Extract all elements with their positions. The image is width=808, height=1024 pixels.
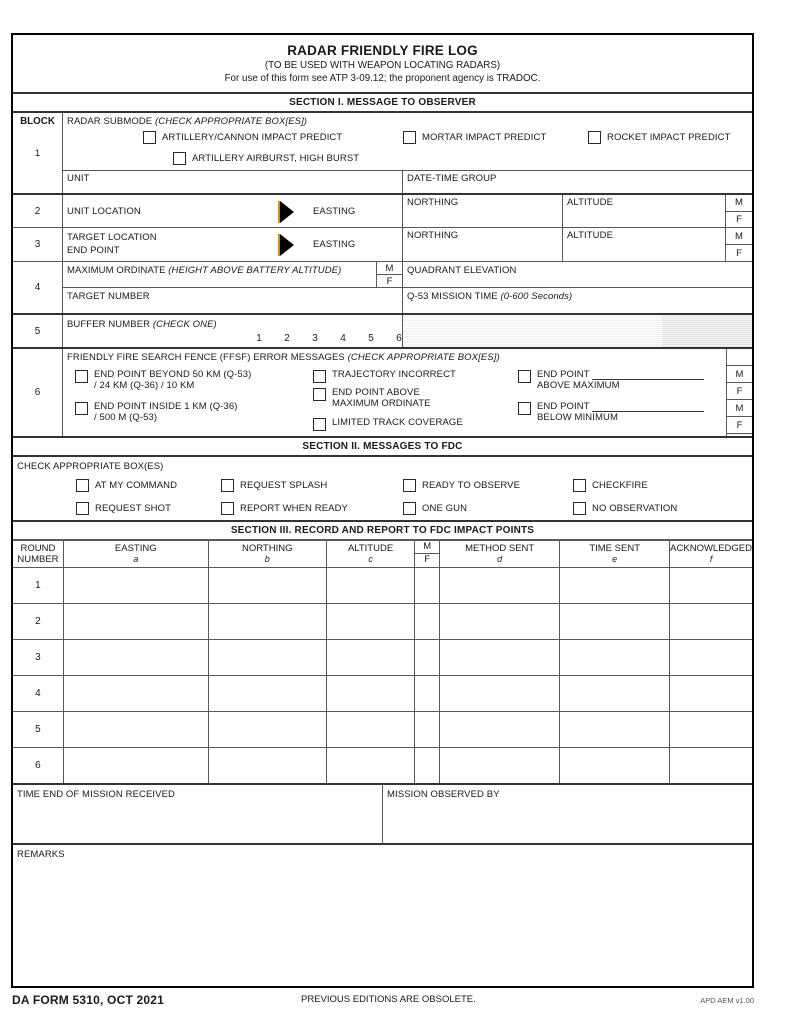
checkbox-icon[interactable] bbox=[518, 370, 531, 383]
header-meters[interactable]: M bbox=[415, 541, 439, 554]
buffer-option-6[interactable]: 6 bbox=[396, 333, 402, 344]
checkbox-icon[interactable] bbox=[573, 479, 586, 492]
block-6-units-column[interactable] bbox=[726, 349, 752, 436]
table-row bbox=[13, 676, 752, 712]
northing-cell[interactable] bbox=[208, 676, 326, 712]
end-point-text: END POINT bbox=[537, 369, 590, 380]
round-number-cell: 6 bbox=[13, 748, 63, 785]
buffer-number-options[interactable] bbox=[245, 333, 413, 344]
buffer-option-1[interactable]: 1 bbox=[256, 333, 262, 344]
column-header-easting bbox=[63, 541, 208, 568]
buffer-number-field[interactable] bbox=[63, 315, 403, 347]
date-time-group-field[interactable] bbox=[403, 171, 752, 193]
easting-cell[interactable] bbox=[63, 748, 208, 785]
target-altitude-units[interactable] bbox=[726, 228, 752, 261]
checkbox-mortar-impact[interactable] bbox=[403, 131, 546, 144]
title-subtitle-2: For use of this form see ATP 3-09.12; the proponent agency is TRADOC. bbox=[224, 73, 541, 84]
block-1-submode-area bbox=[63, 113, 752, 171]
block-1-number-cell bbox=[13, 113, 63, 193]
checkbox-label-line2: MAXIMUM ORDINATE bbox=[332, 398, 431, 409]
checkbox-end-point-above-max-ordinate[interactable] bbox=[313, 387, 431, 409]
checkbox-artillery-cannon-impact[interactable] bbox=[143, 131, 342, 144]
altitude-label: ALTITUDE bbox=[567, 197, 614, 208]
easting-cell[interactable] bbox=[63, 640, 208, 676]
northing-cell[interactable] bbox=[208, 712, 326, 748]
table-row bbox=[13, 604, 752, 640]
checkbox-at-my-command[interactable] bbox=[76, 479, 177, 492]
ffsf-label bbox=[63, 349, 726, 363]
easting-label: EASTING bbox=[313, 239, 356, 250]
unit-northing-field[interactable] bbox=[403, 195, 563, 227]
checkbox-end-point-inside[interactable] bbox=[75, 401, 238, 423]
checkbox-label: TRAJECTORY INCORRECT bbox=[332, 369, 456, 380]
acknowledged-cell[interactable] bbox=[670, 604, 752, 640]
section-1-header: SECTION I. MESSAGE TO OBSERVER bbox=[13, 94, 752, 113]
unit-feet-option[interactable]: F bbox=[736, 213, 742, 225]
page-title: RADAR FRIENDLY FIRE LOG bbox=[287, 43, 478, 58]
checkbox-label-line1 bbox=[537, 401, 704, 412]
above-max-feet-option[interactable]: F bbox=[727, 383, 752, 400]
checkbox-request-shot[interactable] bbox=[76, 502, 171, 515]
unit-location-label: UNIT LOCATION bbox=[67, 206, 141, 217]
title-subtitle-1: (TO BE USED WITH WEAPON LOCATING RADARS) bbox=[264, 60, 501, 71]
block-4-row bbox=[13, 261, 752, 313]
block-1-number: 1 bbox=[34, 147, 41, 159]
max-ordinate-units[interactable] bbox=[377, 262, 403, 287]
altitude-label: ALTITUDE bbox=[567, 230, 614, 241]
mission-time-label bbox=[403, 288, 752, 302]
block-3-row bbox=[13, 227, 752, 261]
ffsf-text: FRIENDLY FIRE SEARCH FENCE (FFSF) ERROR MESSAGES bbox=[67, 352, 345, 363]
unit-altitude-field[interactable] bbox=[563, 195, 726, 227]
header-sub: f bbox=[709, 554, 713, 564]
header-sub: e bbox=[612, 554, 618, 564]
column-header-northing bbox=[208, 541, 326, 568]
end-point-label: END POINT bbox=[67, 245, 120, 256]
checkbox-icon[interactable] bbox=[76, 502, 89, 515]
checkbox-one-gun[interactable] bbox=[403, 502, 467, 515]
time-sent-cell[interactable] bbox=[560, 640, 670, 676]
section-2-body bbox=[13, 457, 752, 520]
checkbox-label: NO OBSERVATION bbox=[592, 503, 678, 514]
checkbox-icon[interactable] bbox=[403, 479, 416, 492]
end-point-text: END POINT bbox=[537, 401, 590, 412]
end-point-value-line[interactable] bbox=[592, 370, 704, 380]
block-6-row bbox=[13, 347, 752, 436]
quadrant-elevation-label: QUADRANT ELEVATION bbox=[407, 265, 517, 276]
check-appropriate-label: CHECK APPROPRIATE BOX(ES) bbox=[17, 461, 164, 472]
method-sent-cell[interactable] bbox=[440, 568, 560, 604]
header-line1: NORTHING bbox=[241, 543, 293, 554]
checkbox-artillery-airburst[interactable] bbox=[173, 152, 359, 165]
mission-time-field[interactable] bbox=[403, 288, 752, 313]
table-row bbox=[13, 568, 752, 604]
units-cell[interactable] bbox=[415, 748, 440, 785]
checkbox-label-line1 bbox=[537, 369, 704, 380]
checkbox-rocket-impact[interactable] bbox=[588, 131, 731, 144]
header-feet[interactable]: F bbox=[424, 554, 431, 565]
time-sent-cell[interactable] bbox=[560, 568, 670, 604]
ordinate-feet-option[interactable]: F bbox=[386, 275, 393, 287]
block-4-number: 4 bbox=[13, 262, 63, 313]
header-line1: METHOD SENT bbox=[465, 543, 535, 554]
block-3-number: 3 bbox=[13, 228, 63, 261]
checkbox-icon[interactable] bbox=[573, 502, 586, 515]
mission-observed-by-field[interactable] bbox=[383, 785, 752, 843]
units-cell[interactable] bbox=[415, 640, 440, 676]
checkbox-icon[interactable] bbox=[173, 152, 186, 165]
checkbox-icon[interactable] bbox=[221, 502, 234, 515]
arrow-right-icon bbox=[278, 201, 294, 223]
checkbox-label: REPORT WHEN READY bbox=[240, 503, 348, 514]
block-6-number: 6 bbox=[13, 349, 63, 436]
checkbox-label-line1: END POINT INSIDE 1 KM (Q-36) bbox=[94, 401, 238, 412]
block-2-number: 2 bbox=[13, 195, 63, 227]
method-sent-cell[interactable] bbox=[440, 676, 560, 712]
buffer-shaded-area-dark bbox=[662, 315, 752, 347]
buffer-shaded-area bbox=[403, 315, 662, 347]
unit-dtg-row bbox=[63, 171, 752, 193]
checkbox-label: REQUEST SPLASH bbox=[240, 480, 328, 491]
time-sent-cell[interactable] bbox=[560, 748, 670, 785]
remarks-label: REMARKS bbox=[17, 849, 65, 860]
target-location-label: TARGET LOCATION bbox=[67, 232, 157, 243]
unit-field[interactable] bbox=[63, 171, 403, 193]
ffsf-hint: (CHECK APPROPRIATE BOX[ES]) bbox=[347, 352, 500, 363]
easting-cell[interactable] bbox=[63, 676, 208, 712]
ordinate-meters-option[interactable]: M bbox=[377, 262, 402, 275]
block-1-row bbox=[13, 113, 752, 193]
previous-editions-note: PREVIOUS EDITIONS ARE OBSOLETE. bbox=[301, 994, 476, 1005]
checkbox-label: AT MY COMMAND bbox=[95, 480, 178, 491]
checkbox-icon[interactable] bbox=[143, 131, 156, 144]
checkbox-label-line2: / 500 M (Q-53) bbox=[94, 412, 158, 423]
unit-meters-option[interactable]: M bbox=[726, 195, 752, 212]
checkbox-report-when-ready[interactable] bbox=[221, 502, 348, 515]
column-header-acknowledged bbox=[670, 541, 752, 568]
block-5-row bbox=[13, 313, 752, 347]
round-number-cell: 5 bbox=[13, 712, 63, 748]
remarks-field[interactable] bbox=[13, 843, 752, 937]
unit-label: UNIT bbox=[67, 173, 90, 184]
checkbox-icon[interactable] bbox=[403, 502, 416, 515]
acknowledged-cell[interactable] bbox=[670, 676, 752, 712]
table-row bbox=[13, 748, 752, 785]
checkbox-label: MORTAR IMPACT PREDICT bbox=[422, 132, 547, 143]
acknowledged-cell[interactable] bbox=[670, 712, 752, 748]
radar-submode-label bbox=[63, 113, 752, 127]
date-time-group-label: DATE-TIME GROUP bbox=[407, 173, 497, 184]
header-line1: TIME SENT bbox=[589, 543, 640, 554]
column-header-time-sent bbox=[560, 541, 670, 568]
header-sub: d bbox=[497, 554, 503, 564]
checkbox-icon[interactable] bbox=[221, 479, 234, 492]
units-cell[interactable] bbox=[415, 676, 440, 712]
mission-time-hint: (0-600 Seconds) bbox=[500, 291, 573, 302]
checkbox-icon[interactable] bbox=[403, 131, 416, 144]
checkbox-icon[interactable] bbox=[75, 370, 88, 383]
form-body bbox=[11, 33, 754, 988]
checkbox-end-point-above-maximum[interactable] bbox=[518, 369, 704, 391]
easting-cell[interactable] bbox=[63, 712, 208, 748]
time-sent-cell[interactable] bbox=[560, 604, 670, 640]
submode-text: RADAR SUBMODE bbox=[67, 116, 153, 127]
above-max-meters-option[interactable]: M bbox=[727, 365, 752, 383]
checkbox-label: READY TO OBSERVE bbox=[422, 480, 521, 491]
end-point-value-line[interactable] bbox=[592, 402, 704, 412]
header-sub: b bbox=[264, 554, 270, 564]
easting-label: EASTING bbox=[313, 206, 356, 217]
max-ordinate-label bbox=[63, 262, 376, 276]
target-northing-field[interactable] bbox=[403, 228, 563, 261]
northing-label: NORTHING bbox=[407, 197, 459, 208]
checkbox-label: ONE GUN bbox=[422, 503, 468, 514]
method-sent-cell[interactable] bbox=[440, 712, 560, 748]
column-header-round-number bbox=[13, 541, 63, 568]
easting-cell[interactable] bbox=[63, 604, 208, 640]
round-number-cell: 3 bbox=[13, 640, 63, 676]
method-sent-cell[interactable] bbox=[440, 604, 560, 640]
checkbox-label: ROCKET IMPACT PREDICT bbox=[607, 132, 731, 143]
column-header-method-sent bbox=[440, 541, 560, 568]
checkbox-icon[interactable] bbox=[313, 388, 326, 401]
checkbox-label-line1: END POINT BEYOND 50 KM (Q-53) bbox=[94, 369, 252, 380]
altitude-cell[interactable] bbox=[326, 748, 414, 785]
section-3-header: SECTION III. RECORD AND REPORT TO FDC IMPACT POINTS bbox=[13, 520, 752, 540]
time-sent-cell[interactable] bbox=[560, 712, 670, 748]
max-ordinate-field[interactable] bbox=[63, 262, 377, 287]
units-cell[interactable] bbox=[415, 712, 440, 748]
units-cell[interactable] bbox=[415, 604, 440, 640]
below-min-feet-option[interactable]: F bbox=[727, 417, 752, 434]
checkbox-no-observation[interactable] bbox=[573, 502, 677, 515]
northing-cell[interactable] bbox=[208, 640, 326, 676]
buffer-number-hint: (CHECK ONE) bbox=[152, 319, 217, 330]
method-sent-cell[interactable] bbox=[440, 748, 560, 785]
target-number-label: TARGET NUMBER bbox=[67, 291, 150, 302]
column-header-units[interactable] bbox=[415, 541, 440, 568]
altitude-cell[interactable] bbox=[326, 604, 414, 640]
mission-observed-by-label: MISSION OBSERVED BY bbox=[387, 789, 500, 800]
checkbox-request-splash[interactable] bbox=[221, 479, 327, 492]
time-end-of-mission-field[interactable] bbox=[13, 785, 383, 843]
checkbox-icon[interactable] bbox=[518, 402, 531, 415]
easting-cell[interactable] bbox=[63, 568, 208, 604]
round-number-cell: 2 bbox=[13, 604, 63, 640]
target-location-field[interactable] bbox=[63, 228, 403, 261]
checkbox-icon[interactable] bbox=[75, 402, 88, 415]
checkbox-label: CHECKFIRE bbox=[592, 480, 648, 491]
time-end-label: TIME END OF MISSION RECEIVED bbox=[17, 789, 175, 800]
max-ordinate-text: MAXIMUM ORDINATE bbox=[67, 265, 166, 276]
max-ordinate-row bbox=[63, 262, 752, 288]
table-row bbox=[13, 712, 752, 748]
header-line1: EASTING bbox=[114, 543, 157, 554]
checkbox-label: REQUEST SHOT bbox=[95, 503, 171, 514]
quadrant-elevation-field[interactable] bbox=[403, 262, 752, 287]
checkbox-label: LIMITED TRACK COVERAGE bbox=[332, 417, 463, 428]
submode-hint: (CHECK APPROPRIATE BOX[ES]) bbox=[154, 116, 308, 127]
checkbox-end-point-beyond[interactable] bbox=[75, 369, 251, 391]
page-footer bbox=[11, 992, 754, 1016]
round-number-cell: 4 bbox=[13, 676, 63, 712]
header-line1: ALTITUDE bbox=[347, 543, 394, 554]
checkbox-trajectory-incorrect[interactable] bbox=[313, 369, 456, 383]
round-number-cell: 1 bbox=[13, 568, 63, 604]
acknowledged-cell[interactable] bbox=[670, 568, 752, 604]
time-sent-cell[interactable] bbox=[560, 676, 670, 712]
table-body bbox=[13, 568, 752, 785]
buffer-number-text: BUFFER NUMBER bbox=[67, 319, 151, 330]
form-number: DA FORM 5310, OCT 2021 bbox=[12, 993, 165, 1007]
checkbox-label-line2: ABOVE MAXIMUM bbox=[537, 380, 620, 391]
target-number-row bbox=[63, 288, 752, 313]
checkbox-icon[interactable] bbox=[313, 418, 326, 431]
table-header-row bbox=[13, 541, 752, 568]
acknowledged-cell[interactable] bbox=[670, 748, 752, 785]
northing-cell[interactable] bbox=[208, 604, 326, 640]
table-row bbox=[13, 640, 752, 676]
buffer-option-3[interactable]: 3 bbox=[312, 333, 318, 344]
units-cell[interactable] bbox=[415, 568, 440, 604]
method-sent-cell[interactable] bbox=[440, 640, 560, 676]
impact-points-table bbox=[13, 540, 752, 785]
altitude-cell[interactable] bbox=[326, 640, 414, 676]
header-line2: NUMBER bbox=[17, 554, 59, 565]
mission-time-text: Q-53 MISSION TIME bbox=[407, 291, 498, 302]
column-header-altitude bbox=[326, 541, 414, 568]
block-2-row bbox=[13, 193, 752, 227]
mission-footer-row bbox=[13, 785, 752, 843]
altitude-cell[interactable] bbox=[326, 568, 414, 604]
header-sub: a bbox=[133, 554, 139, 564]
checkbox-ready-to-observe[interactable] bbox=[403, 479, 520, 492]
acknowledged-cell[interactable] bbox=[670, 640, 752, 676]
target-altitude-field[interactable] bbox=[563, 228, 726, 261]
unit-altitude-units[interactable] bbox=[726, 195, 752, 227]
target-feet-option[interactable]: F bbox=[736, 247, 742, 259]
checkbox-icon[interactable] bbox=[313, 370, 326, 383]
header-line1: ACKNOWLEDGED bbox=[670, 543, 752, 554]
altitude-cell[interactable] bbox=[326, 712, 414, 748]
below-min-meters-option[interactable]: M bbox=[727, 400, 752, 417]
target-meters-option[interactable]: M bbox=[726, 228, 752, 245]
form-title-block bbox=[13, 35, 752, 94]
northing-cell[interactable] bbox=[208, 568, 326, 604]
northing-cell[interactable] bbox=[208, 748, 326, 785]
buffer-option-2[interactable]: 2 bbox=[284, 333, 290, 344]
buffer-option-4[interactable]: 4 bbox=[340, 333, 346, 344]
checkbox-label: ARTILLERY AIRBURST, HIGH BURST bbox=[192, 153, 360, 164]
buffer-option-5[interactable]: 5 bbox=[368, 333, 374, 344]
checkbox-checkfire[interactable] bbox=[573, 479, 648, 492]
checkbox-icon[interactable] bbox=[588, 131, 601, 144]
block-column-header: BLOCK bbox=[20, 116, 55, 127]
checkbox-icon[interactable] bbox=[76, 479, 89, 492]
section-2-header: SECTION II. MESSAGES TO FDC bbox=[13, 436, 752, 457]
unit-location-field[interactable] bbox=[63, 195, 403, 227]
checkbox-label-line2: / 24 KM (Q-36) / 10 KM bbox=[94, 380, 195, 391]
target-number-field[interactable] bbox=[63, 288, 403, 313]
header-line1: ROUND bbox=[20, 543, 56, 554]
altitude-cell[interactable] bbox=[326, 676, 414, 712]
checkbox-label-line1: END POINT ABOVE bbox=[332, 387, 420, 398]
arrow-right-icon bbox=[278, 234, 294, 256]
checkbox-label-line2: BELOW MINIMUM bbox=[537, 412, 618, 423]
checkbox-label: ARTILLERY/CANNON IMPACT PREDICT bbox=[162, 132, 343, 143]
max-ordinate-hint: (HEIGHT ABOVE BATTERY ALTITUDE) bbox=[168, 265, 342, 276]
header-sub: c bbox=[368, 554, 373, 564]
checkbox-limited-track-coverage[interactable] bbox=[313, 417, 463, 431]
checkbox-end-point-below-minimum[interactable] bbox=[518, 401, 704, 423]
block-5-number: 5 bbox=[13, 315, 63, 347]
northing-label: NORTHING bbox=[407, 230, 459, 241]
buffer-number-label bbox=[67, 319, 217, 330]
apd-version: APD AEM v1.00 bbox=[700, 996, 754, 1005]
